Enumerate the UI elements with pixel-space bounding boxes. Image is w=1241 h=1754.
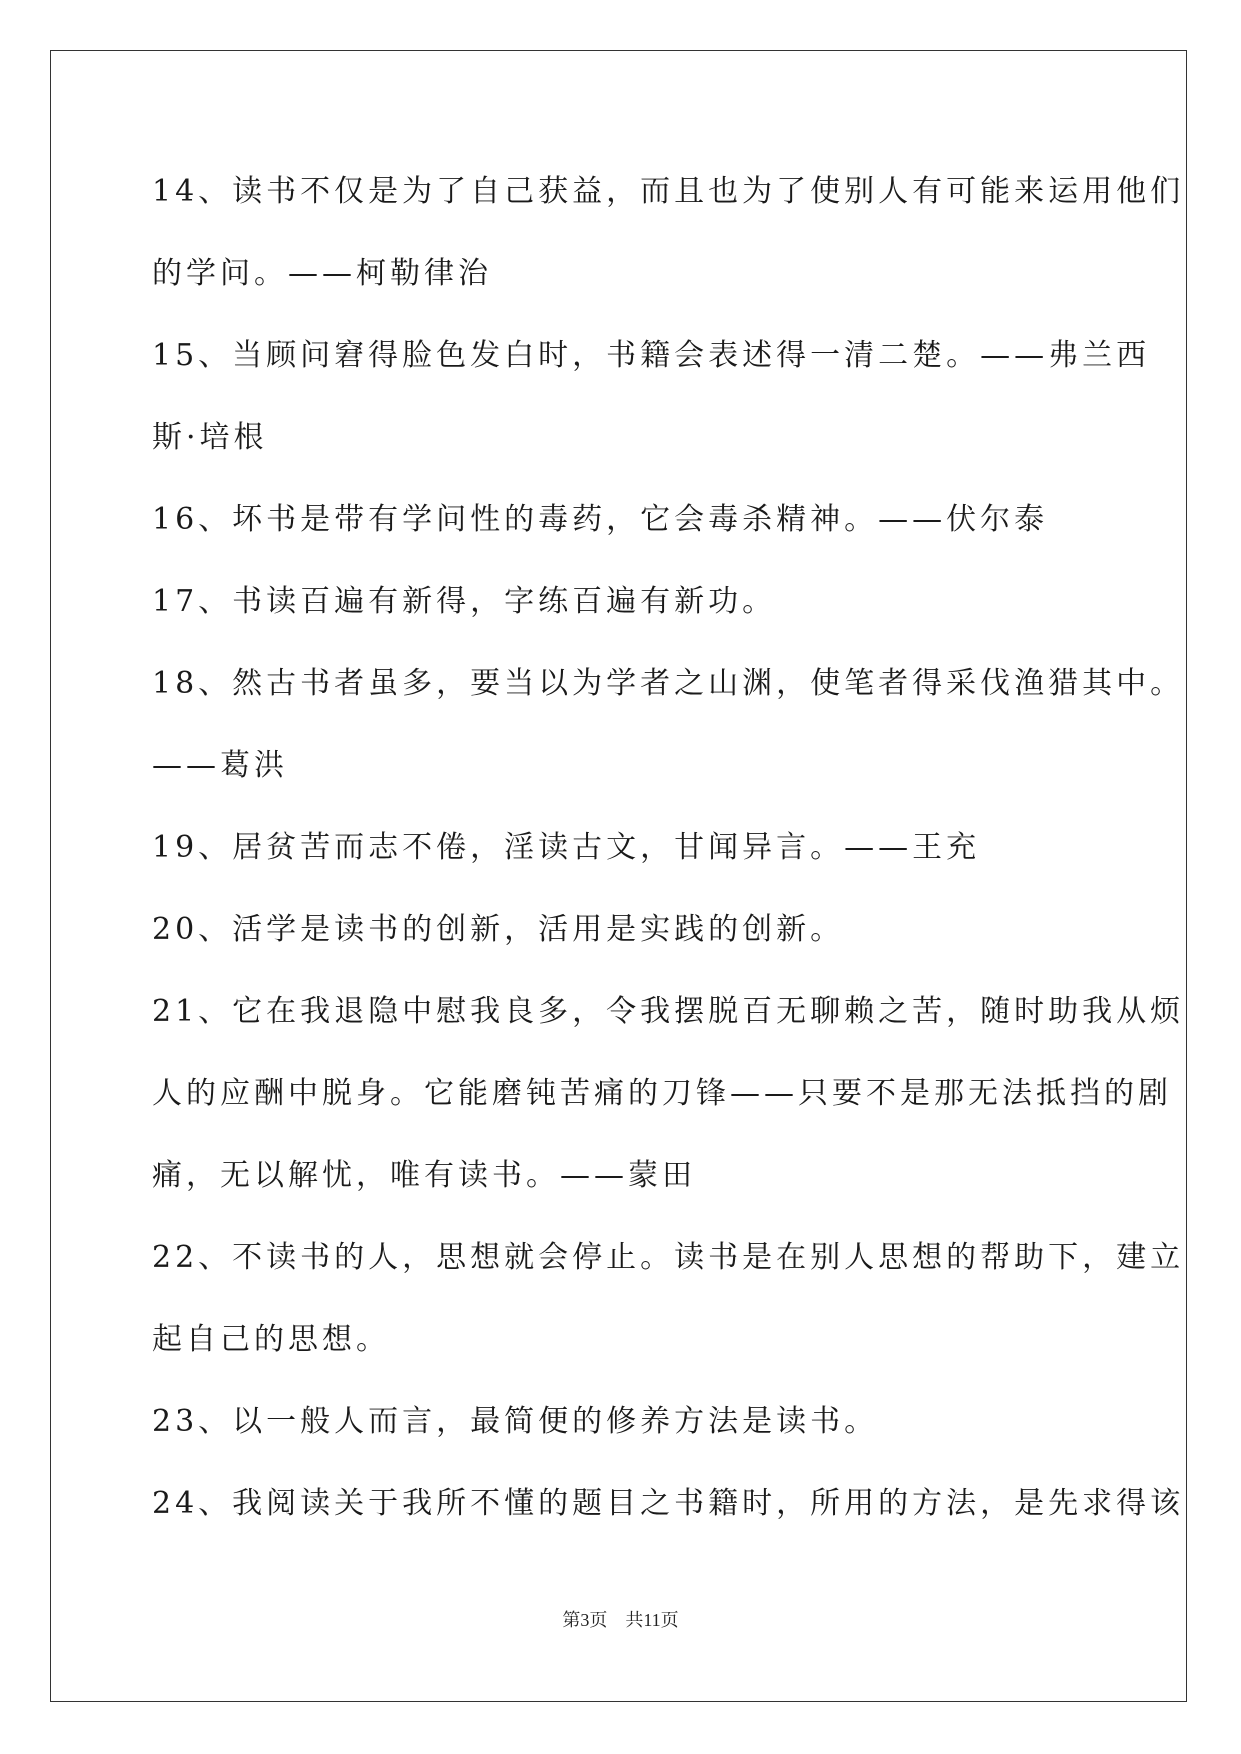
text-line: 20、活学是读书的创新，活用是实践的创新。 xyxy=(152,912,845,947)
text-line: 14、读书不仅是为了自己获益，而且也为了使别人有可能来运用他们 xyxy=(152,174,1185,209)
text-line: 21、它在我退隐中慰我良多，令我摆脱百无聊赖之苦，随时助我从烦 xyxy=(152,994,1185,1029)
text-line: 斯·培根 xyxy=(152,420,268,455)
text-line: 起自己的思想。 xyxy=(152,1322,390,1357)
document-body xyxy=(152,160,1185,1554)
text-line: 17、书读百遍有新得，字练百遍有新功。 xyxy=(152,584,777,619)
text-line: 22、不读书的人，思想就会停止。读书是在别人思想的帮助下，建立 xyxy=(152,1240,1185,1275)
text-line: 19、居贫苦而志不倦，淫读古文，甘闻异言。——王充 xyxy=(152,830,981,865)
text-line: 人的应酬中脱身。它能磨钝苦痛的刀锋——只要不是那无法抵挡的剧 xyxy=(152,1076,1172,1111)
text-line: 23、以一般人而言，最简便的修养方法是读书。 xyxy=(152,1404,879,1439)
text-line: 16、坏书是带有学问性的毒药，它会毒杀精神。——伏尔泰 xyxy=(152,502,1049,537)
text-line: 24、我阅读关于我所不懂的题目之书籍时，所用的方法，是先求得该 xyxy=(152,1486,1185,1521)
text-line: 18、然古书者虽多，要当以为学者之山渊，使笔者得采伐渔猎其中。 xyxy=(152,666,1185,701)
text-line: 痛，无以解忧，唯有读书。——蒙田 xyxy=(152,1158,696,1193)
text-line: 的学问。——柯勒律治 xyxy=(152,256,492,291)
text-line: ——葛洪 xyxy=(152,748,288,783)
page-total: 共11页 xyxy=(625,1610,679,1630)
text-line: 15、当顾问窘得脸色发白时，书籍会表述得一清二楚。——弗兰西 xyxy=(152,338,1151,373)
page-number: 第3页 xyxy=(562,1610,608,1630)
page-footer xyxy=(0,1606,1241,1632)
